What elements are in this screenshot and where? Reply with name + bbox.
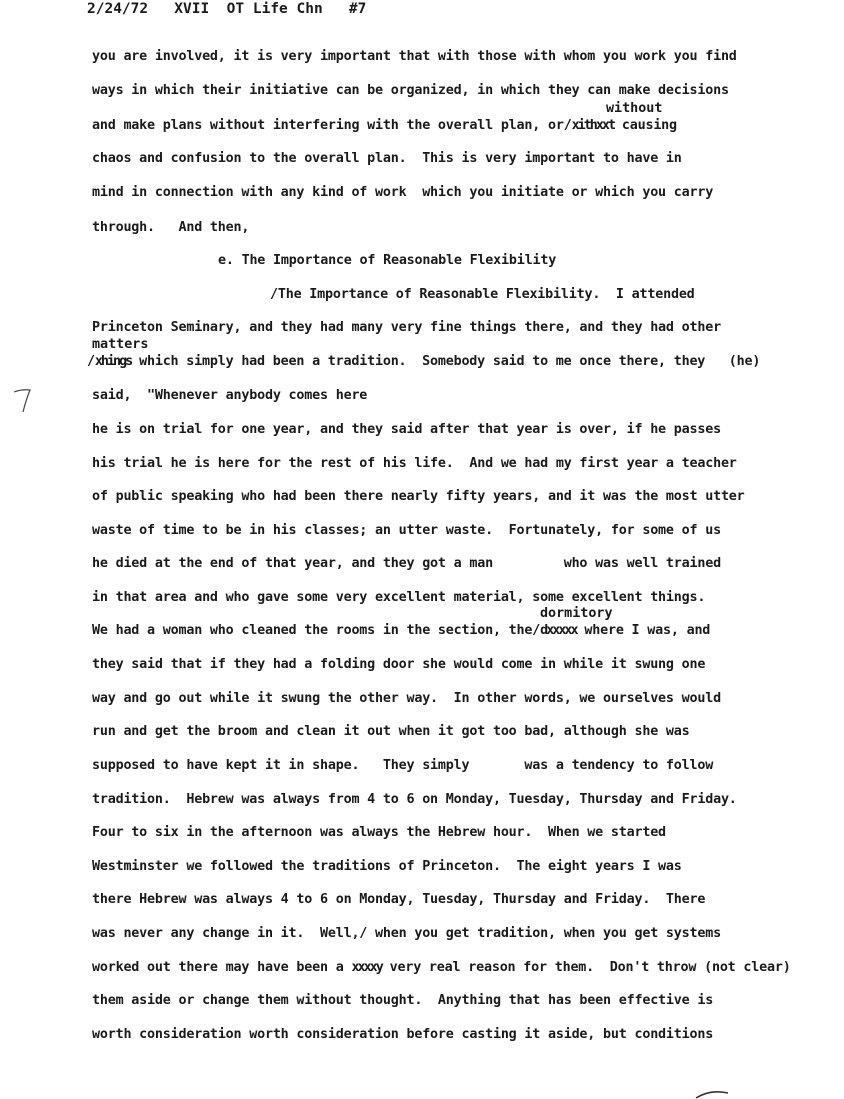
text-segment: / [87,354,95,369]
text-line [87,354,760,369]
text-segment: and make plans without interfering with the overall plan, or/ [92,118,572,133]
handwritten-insertion-matters: matters [92,337,149,352]
page-header: 2/24/72 XVII OT Life Chn #7 [87,1,367,17]
text-line: there Hebrew was always 4 to 6 on Monday, Tuesday, Thursday and Friday. There [92,892,706,907]
text-line: of public speaking who had been there nearly fifty years, and it was the most utter [92,489,745,504]
text-segment: We had a woman who cleaned the rooms in the section, the/ [92,623,541,638]
text-line: run and get the broom and clean it out when it got too bad, although she was [92,724,690,739]
handwritten-insertion-dormitory: dormitory [540,606,613,621]
struck-out-word: dxxxxx [540,623,577,638]
text-segment: causing [614,118,677,133]
text-line: /The Importance of Reasonable Flexibility. I attended [270,287,695,302]
text-line: chaos and confusion to the overall plan. This is very important to have in [92,151,682,166]
text-line: said, "Whenever anybody comes here [92,388,368,403]
text-line: they said that if they had a folding door she would come in while it swung one [92,657,706,672]
text-line: Four to six in the afternoon was always the Hebrew hour. When we started [92,825,666,840]
text-line: waste of time to be in his classes; an utter waste. Fortunately, for some of us [92,523,721,538]
text-segment: where I was, and [576,623,711,638]
text-line: Princeton Seminary, and they had many very fine things there, and they had other [92,320,721,335]
margin-pen-mark [8,384,38,434]
text-line: you are involved, it is very important that with those with whom you work you find [92,49,737,64]
text-line: supposed to have kept it in shape. They simply was a tendency to follow [92,758,714,773]
text-line [92,623,710,638]
text-line [92,960,791,975]
page-edge-mark [688,1085,748,1099]
text-segment: which simply had been a tradition. Somebody said to me once there, they (he) [131,354,761,369]
text-line: them aside or change them without thought. Anything that has been effective is [92,993,714,1008]
text-segment: worked out there may have been a [92,960,352,975]
text-line: his trial he is here for the rest of his life. And we had my first year a teacher [92,456,737,471]
section-heading: e. The Importance of Reasonable Flexibility [218,253,557,268]
text-line [92,118,677,133]
text-line: ways in which their initiative can be organized, in which they can make decisions [92,83,729,98]
text-line: through. And then, [92,220,250,235]
text-line: in that area and who gave some very excellent material, some excellent things. [92,590,706,605]
text-line: way and go out while it swung the other way. In other words, we ourselves would [92,691,721,706]
struck-out-word: xithxxt [571,118,615,133]
handwritten-insertion-without: without [606,101,663,116]
text-line: worth consideration worth consideration before casting it aside, but conditions [92,1027,714,1042]
struck-out-word: xxxxy [351,960,382,975]
text-line: was never any change in it. Well,/ when you get tradition, when you get systems [92,926,721,941]
struck-out-word: xhings [94,354,132,369]
text-line: Westminster we followed the traditions of Princeton. The eight years I was [92,859,682,874]
text-line: he died at the end of that year, and they got a man who was well trained [92,556,721,571]
text-line: tradition. Hebrew was always from 4 to 6 on Monday, Tuesday, Thursday and Friday. [92,792,737,807]
text-segment: very real reason for them. Don't throw (not clear) [381,960,791,975]
text-line: he is on trial for one year, and they said after that year is over, if he passes [92,422,721,437]
text-line: mind in connection with any kind of work which you initiate or which you carry [92,185,714,200]
